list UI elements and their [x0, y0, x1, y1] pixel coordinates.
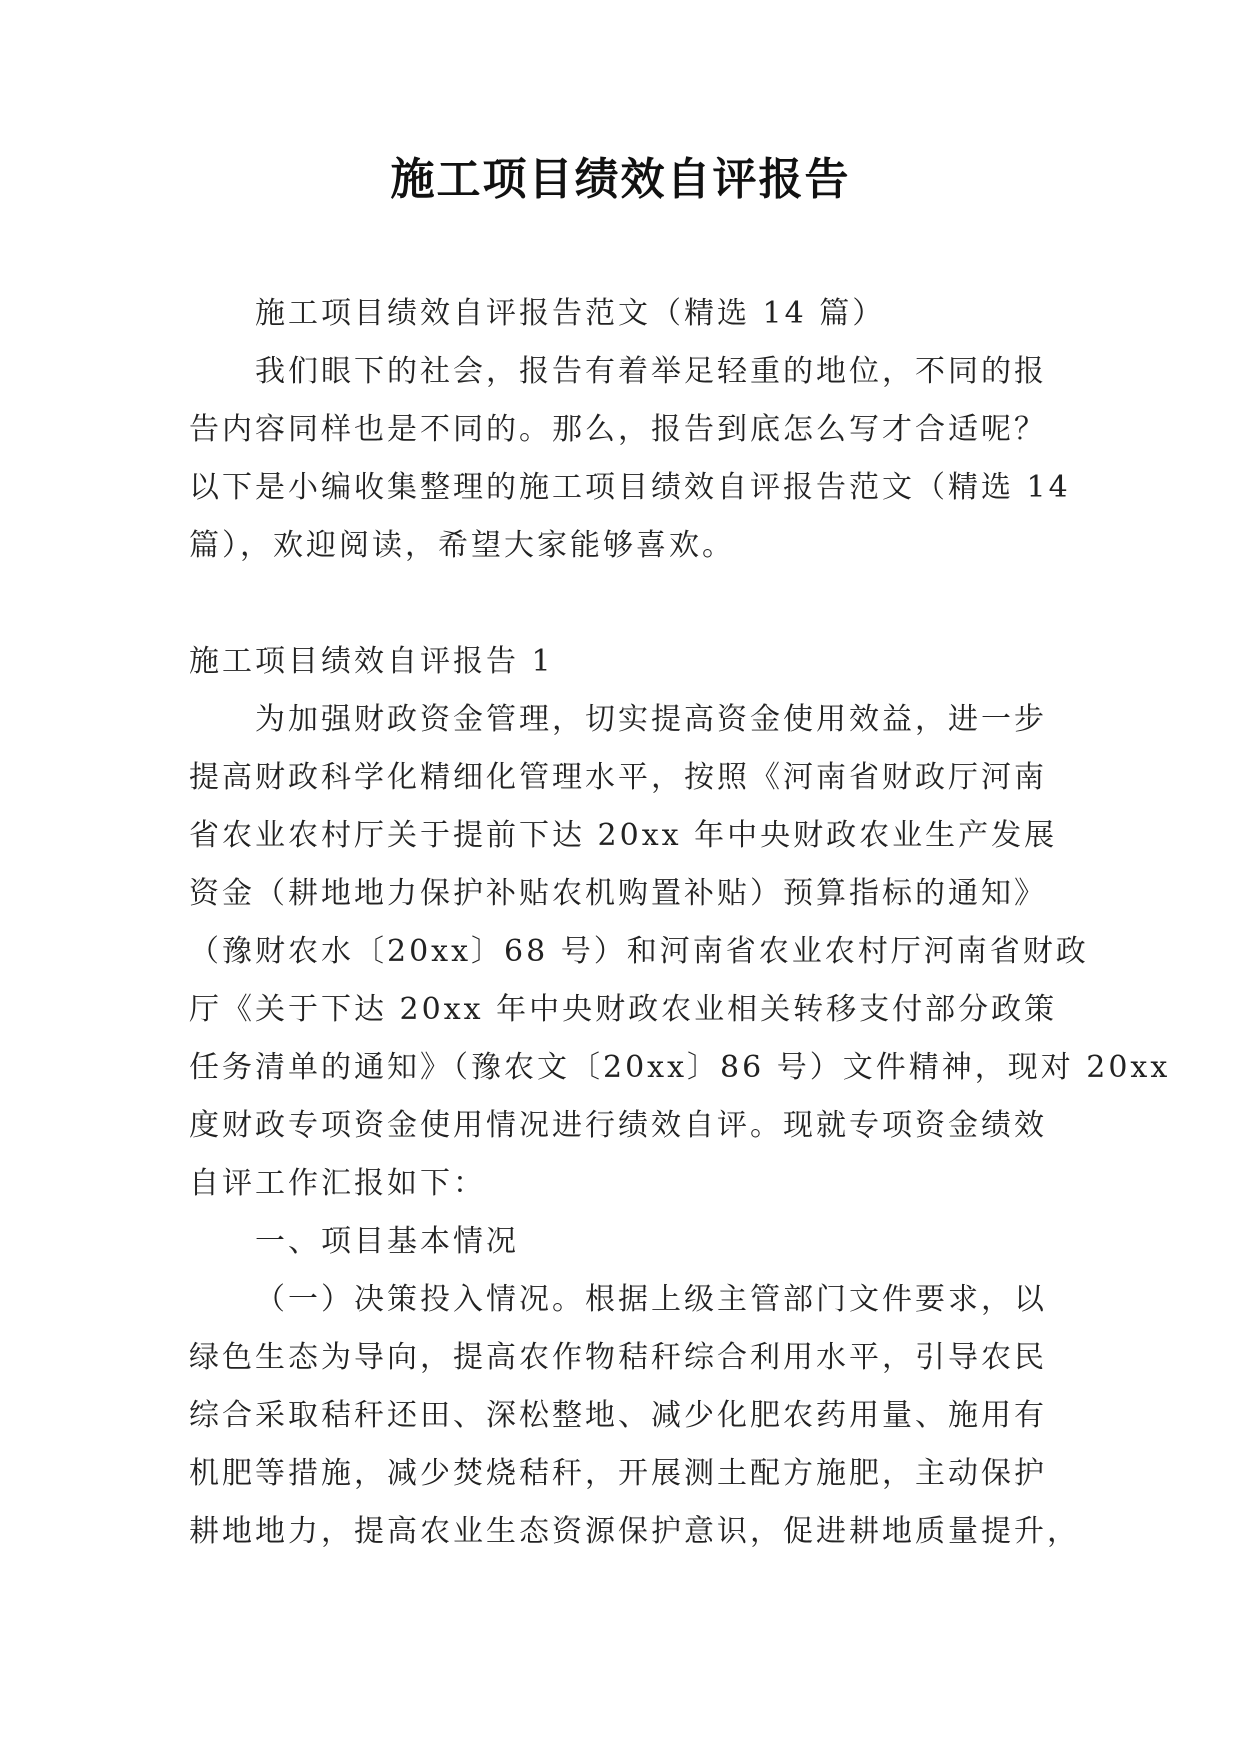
body-paragraph-line: 绿色生态为导向，提高农作物秸秆综合利用水平，引导农民 — [189, 1340, 1047, 1375]
body-paragraph-line: 自评工作汇报如下： — [189, 1166, 486, 1201]
body-paragraph-line: （一）决策投入情况。根据上级主管部门文件要求，以 — [255, 1282, 1047, 1317]
intro-paragraph-line: 我们眼下的社会，报告有着举足轻重的地位，不同的报 — [255, 354, 1047, 389]
body-paragraph-line: 任务清单的通知》（豫农文〔20xx〕86 号）文件精神，现对 20xx — [189, 1050, 1171, 1085]
body-paragraph-line: 厅《关于下达 20xx 年中央财政农业相关转移支付部分政策 — [189, 992, 1058, 1027]
body-paragraph-line: 机肥等措施，减少焚烧秸秆，开展测土配方施肥，主动保护 — [189, 1456, 1047, 1491]
document-title: 施工项目绩效自评报告 — [390, 154, 851, 205]
intro-paragraph-line: 篇），欢迎阅读，希望大家能够喜欢。 — [189, 528, 735, 563]
document-body — [189, 285, 1171, 1561]
intro-paragraph-line: 以下是小编收集整理的施工项目绩效自评报告范文（精选 14 — [189, 470, 1071, 505]
body-paragraph-line: 省农业农村厅关于提前下达 20xx 年中央财政农业生产发展 — [189, 818, 1058, 853]
paragraph-gap — [189, 575, 1059, 633]
body-paragraph-line: 提高财政科学化精细化管理水平，按照《河南省财政厅河南 — [189, 760, 1047, 795]
body-paragraph-line: 资金（耕地地力保护补贴农机购置补贴）预算指标的通知》 — [189, 876, 1047, 911]
subtitle-line: 施工项目绩效自评报告范文（精选 14 篇） — [255, 296, 886, 331]
body-paragraph-line: （豫财农水〔20xx〕68 号）和河南省农业农村厅河南省财政 — [189, 934, 1089, 969]
body-paragraph-line: 耕地地力，提高农业生态资源保护意识，促进耕地质量提升， — [189, 1514, 1080, 1549]
body-paragraph-line: 为加强财政资金管理，切实提高资金使用效益，进一步 — [255, 702, 1047, 737]
intro-paragraph-line: 告内容同样也是不同的。那么，报告到底怎么写才合适呢？ — [189, 412, 1047, 447]
body-paragraph-line: 综合采取秸秆还田、深松整地、减少化肥农药用量、施用有 — [189, 1398, 1047, 1433]
subsection-heading: 一、项目基本情况 — [255, 1224, 519, 1259]
section-heading: 施工项目绩效自评报告 1 — [189, 644, 554, 679]
body-paragraph-line: 度财政专项资金使用情况进行绩效自评。现就专项资金绩效 — [189, 1108, 1047, 1143]
